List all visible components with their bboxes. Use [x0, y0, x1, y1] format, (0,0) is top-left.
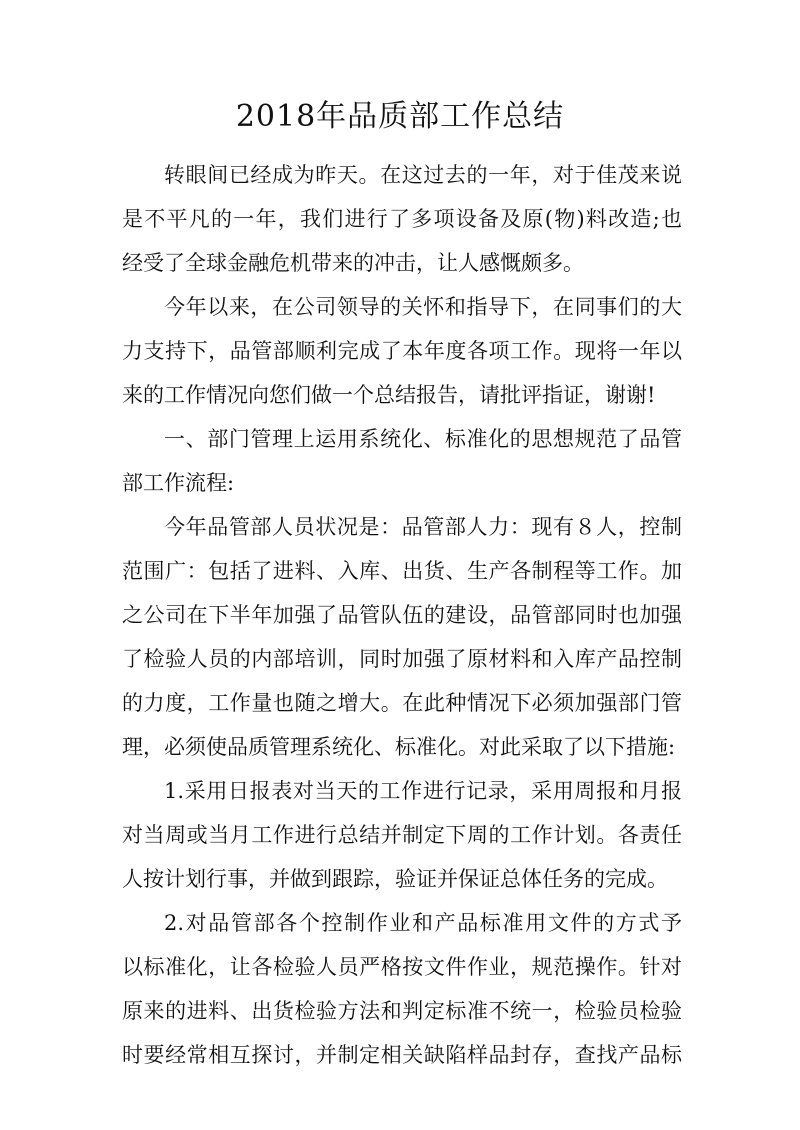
- list-item-line: 1.采用日报表对当天的工作进行记录，采用周报和月报: [164, 779, 682, 803]
- paragraph-line: 之公司在下半年加强了品管队伍的建设，品管部同时也加强: [122, 603, 682, 627]
- paragraph-line: 今年以来，在公司领导的关怀和指导下，在同事们的大: [164, 295, 682, 319]
- list-item-line: 时要经常相互探讨，并制定相关缺陷样品封存，查找产品标: [122, 1043, 682, 1067]
- paragraph-line: 转眼间已经成为昨天。在这过去的一年，对于佳茂来说: [164, 163, 682, 187]
- paragraph-line: 是不平凡的一年，我们进行了多项设备及原(物)料改造;也: [122, 207, 682, 231]
- section-heading-line: 一、部门管理上运用系统化、标准化的思想规范了品管: [164, 427, 682, 451]
- list-item-line: 原来的进料、出货检验方法和判定标准不统一，检验员检验: [122, 999, 682, 1023]
- paragraph-line: 经受了全球金融危机带来的冲击，让人感慨颇多。: [122, 251, 584, 275]
- list-item-line: 2.对品管部各个控制作业和产品标准用文件的方式予: [164, 911, 682, 935]
- paragraph-line: 力支持下，品管部顺利完成了本年度各项工作。现将一年以: [122, 339, 682, 363]
- paragraph-line: 了检验人员的内部培训，同时加强了原材料和入库产品控制: [122, 647, 682, 671]
- paragraph-line: 今年品管部人员状况是：品管部人力：现有８人，控制: [164, 515, 682, 539]
- list-item-line: 以标准化，让各检验人员严格按文件作业，规范操作。针对: [122, 955, 682, 979]
- section-heading-line: 部工作流程:: [122, 471, 235, 495]
- paragraph-line: 的力度，工作量也随之增大。在此种情况下必须加强部门管: [122, 691, 682, 715]
- paragraph-line: 来的工作情况向您们做一个总结报告，请批评指证，谢谢!: [122, 383, 656, 407]
- paragraph-line: 范围广：包括了进料、入库、出货、生产各制程等工作。加: [122, 559, 682, 583]
- list-item-line: 人按计划行事，并做到跟踪，验证并保证总体任务的完成。: [122, 867, 668, 891]
- paragraph-line: 理，必须使品质管理系统化、标准化。对此采取了以下措施:: [122, 735, 676, 759]
- document-title: 2018年品质部工作总结: [235, 99, 565, 134]
- list-item-line: 对当周或当月工作进行总结并制定下周的工作计划。各责任: [122, 823, 682, 847]
